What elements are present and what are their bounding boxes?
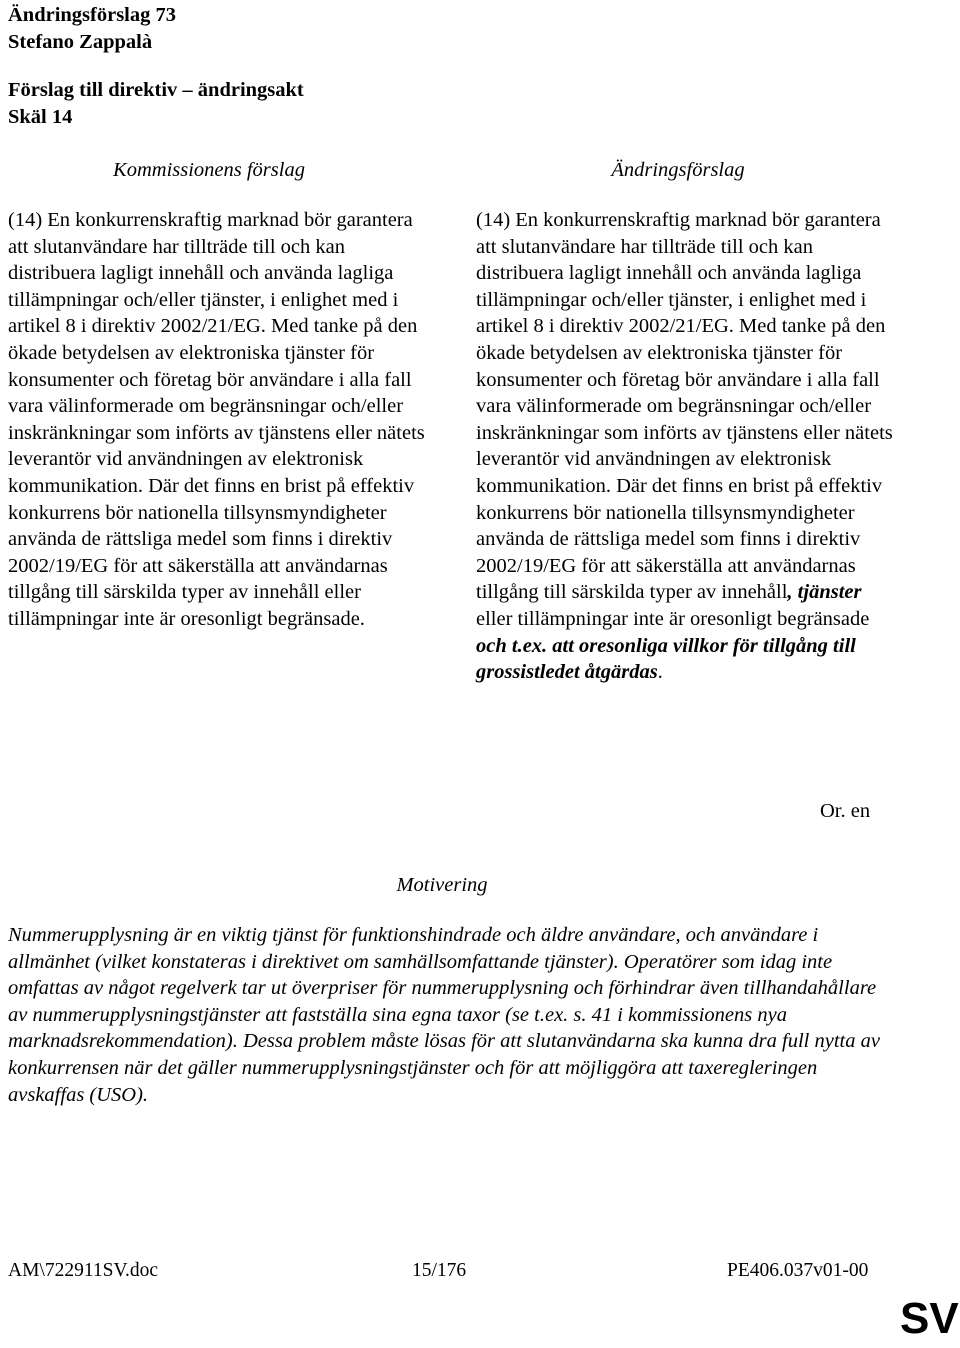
amendment-text-unchanged: (14) En konkurrenskraftig marknad bör garantera att slutanvändare har tillträde till och kan distribuera lagligt innehåll och använda lagliga tillämpningar och/eller tjänster, i enlighet med i artikel 8 i direktiv 2002/21/EG. Med tanke på den ökade betydelsen av elektroniska tjänster för konsumenter och företag bör användare i alla fall vara välinformerade om begränsningar och/eller inskränkningar som införts av tjänstens eller nätets leverantör vid användningen av elektronisk kommunikation. Där det finns en brist på effektiv konkurrens bör nationella tillsynsmyndigheter använda de rättsliga medel som finns i direktiv 2002/19/EG för att säkerställa att användarnas tillgång till särskilda typer av innehåll: [476, 209, 893, 604]
commission-proposal-heading: Kommissionens förslag: [113, 159, 305, 181]
amendment-text: [476, 207, 894, 686]
amendment-heading: Ändringsförslag: [611, 159, 745, 181]
recital-label: Skäl 14: [8, 106, 73, 128]
proposal-title: Förslag till direktiv – ändringsakt: [8, 79, 304, 101]
amendment-number: Ändringsförslag 73: [8, 4, 177, 26]
commission-proposal-text: (14) En konkurrenskraftig marknad bör garantera att slutanvändare har tillträde till och kan distribuera lagligt innehåll och använda lagliga tillämpningar och/eller tjänster, i enlighet med i artikel 8 i direktiv 2002/21/EG. Med tanke på den ökade betydelsen av elektroniska tjänster för konsumenter och företag bör användare i alla fall vara välinformerade om begränsningar och/eller inskränkningar som införts av tjänstens eller nätets leverantör vid användningen av elektronisk kommunikation. Där det finns en brist på effektiv konkurrens bör nationella tillsynsmyndigheter använda de rättsliga medel som finns i direktiv 2002/19/EG för att säkerställa att användarnas tillgång till särskilda typer av innehåll eller tillämpningar inte är oresonligt begränsade.: [8, 209, 425, 630]
amendment-author: Stefano Zappalà: [8, 31, 153, 53]
justification-text: Nummerupplysning är en viktig tjänst för funktionshindrade och äldre användare, och användare i allmänhet (vilket konstateras i direktivet om samhällsomfattande tjänster). Operatörer som idag inte omfattas av något regelverk tar ut överpriser för nummerupplysning och förhindrar även tillhandahållare av nummerupplysningstjänster att fastställa sina egna taxor (se t.ex. s. 41 i kommissionens nya marknadsrekommendation). Dessa problem måste lösas för att slutanvändarna ska kunna dra full nytta av konkurrensen när det gäller nummerupplysningstjänster och för att möjliggöra att taxeregleringen avskaffas (USO).: [8, 924, 880, 1106]
justification-heading: Motivering: [396, 874, 488, 896]
amendment-text-continued: eller tillämpningar inte är oresonligt begränsade: [476, 607, 870, 630]
amendment-insertion-wholesale: och t.ex. att oresonliga villkor för tillgång till grossistledet åtgärdas: [476, 634, 856, 684]
pe-reference: PE406.037v01-00: [727, 1260, 869, 1281]
original-language-note: Or. en: [820, 800, 871, 822]
language-code: SV: [900, 1294, 959, 1343]
page-number: 15/176: [412, 1260, 467, 1281]
document-reference: AM\722911SV.doc: [8, 1260, 159, 1281]
amendment-insertion-services: , tjänster: [787, 581, 862, 604]
amendment-text-end: .: [657, 661, 663, 684]
